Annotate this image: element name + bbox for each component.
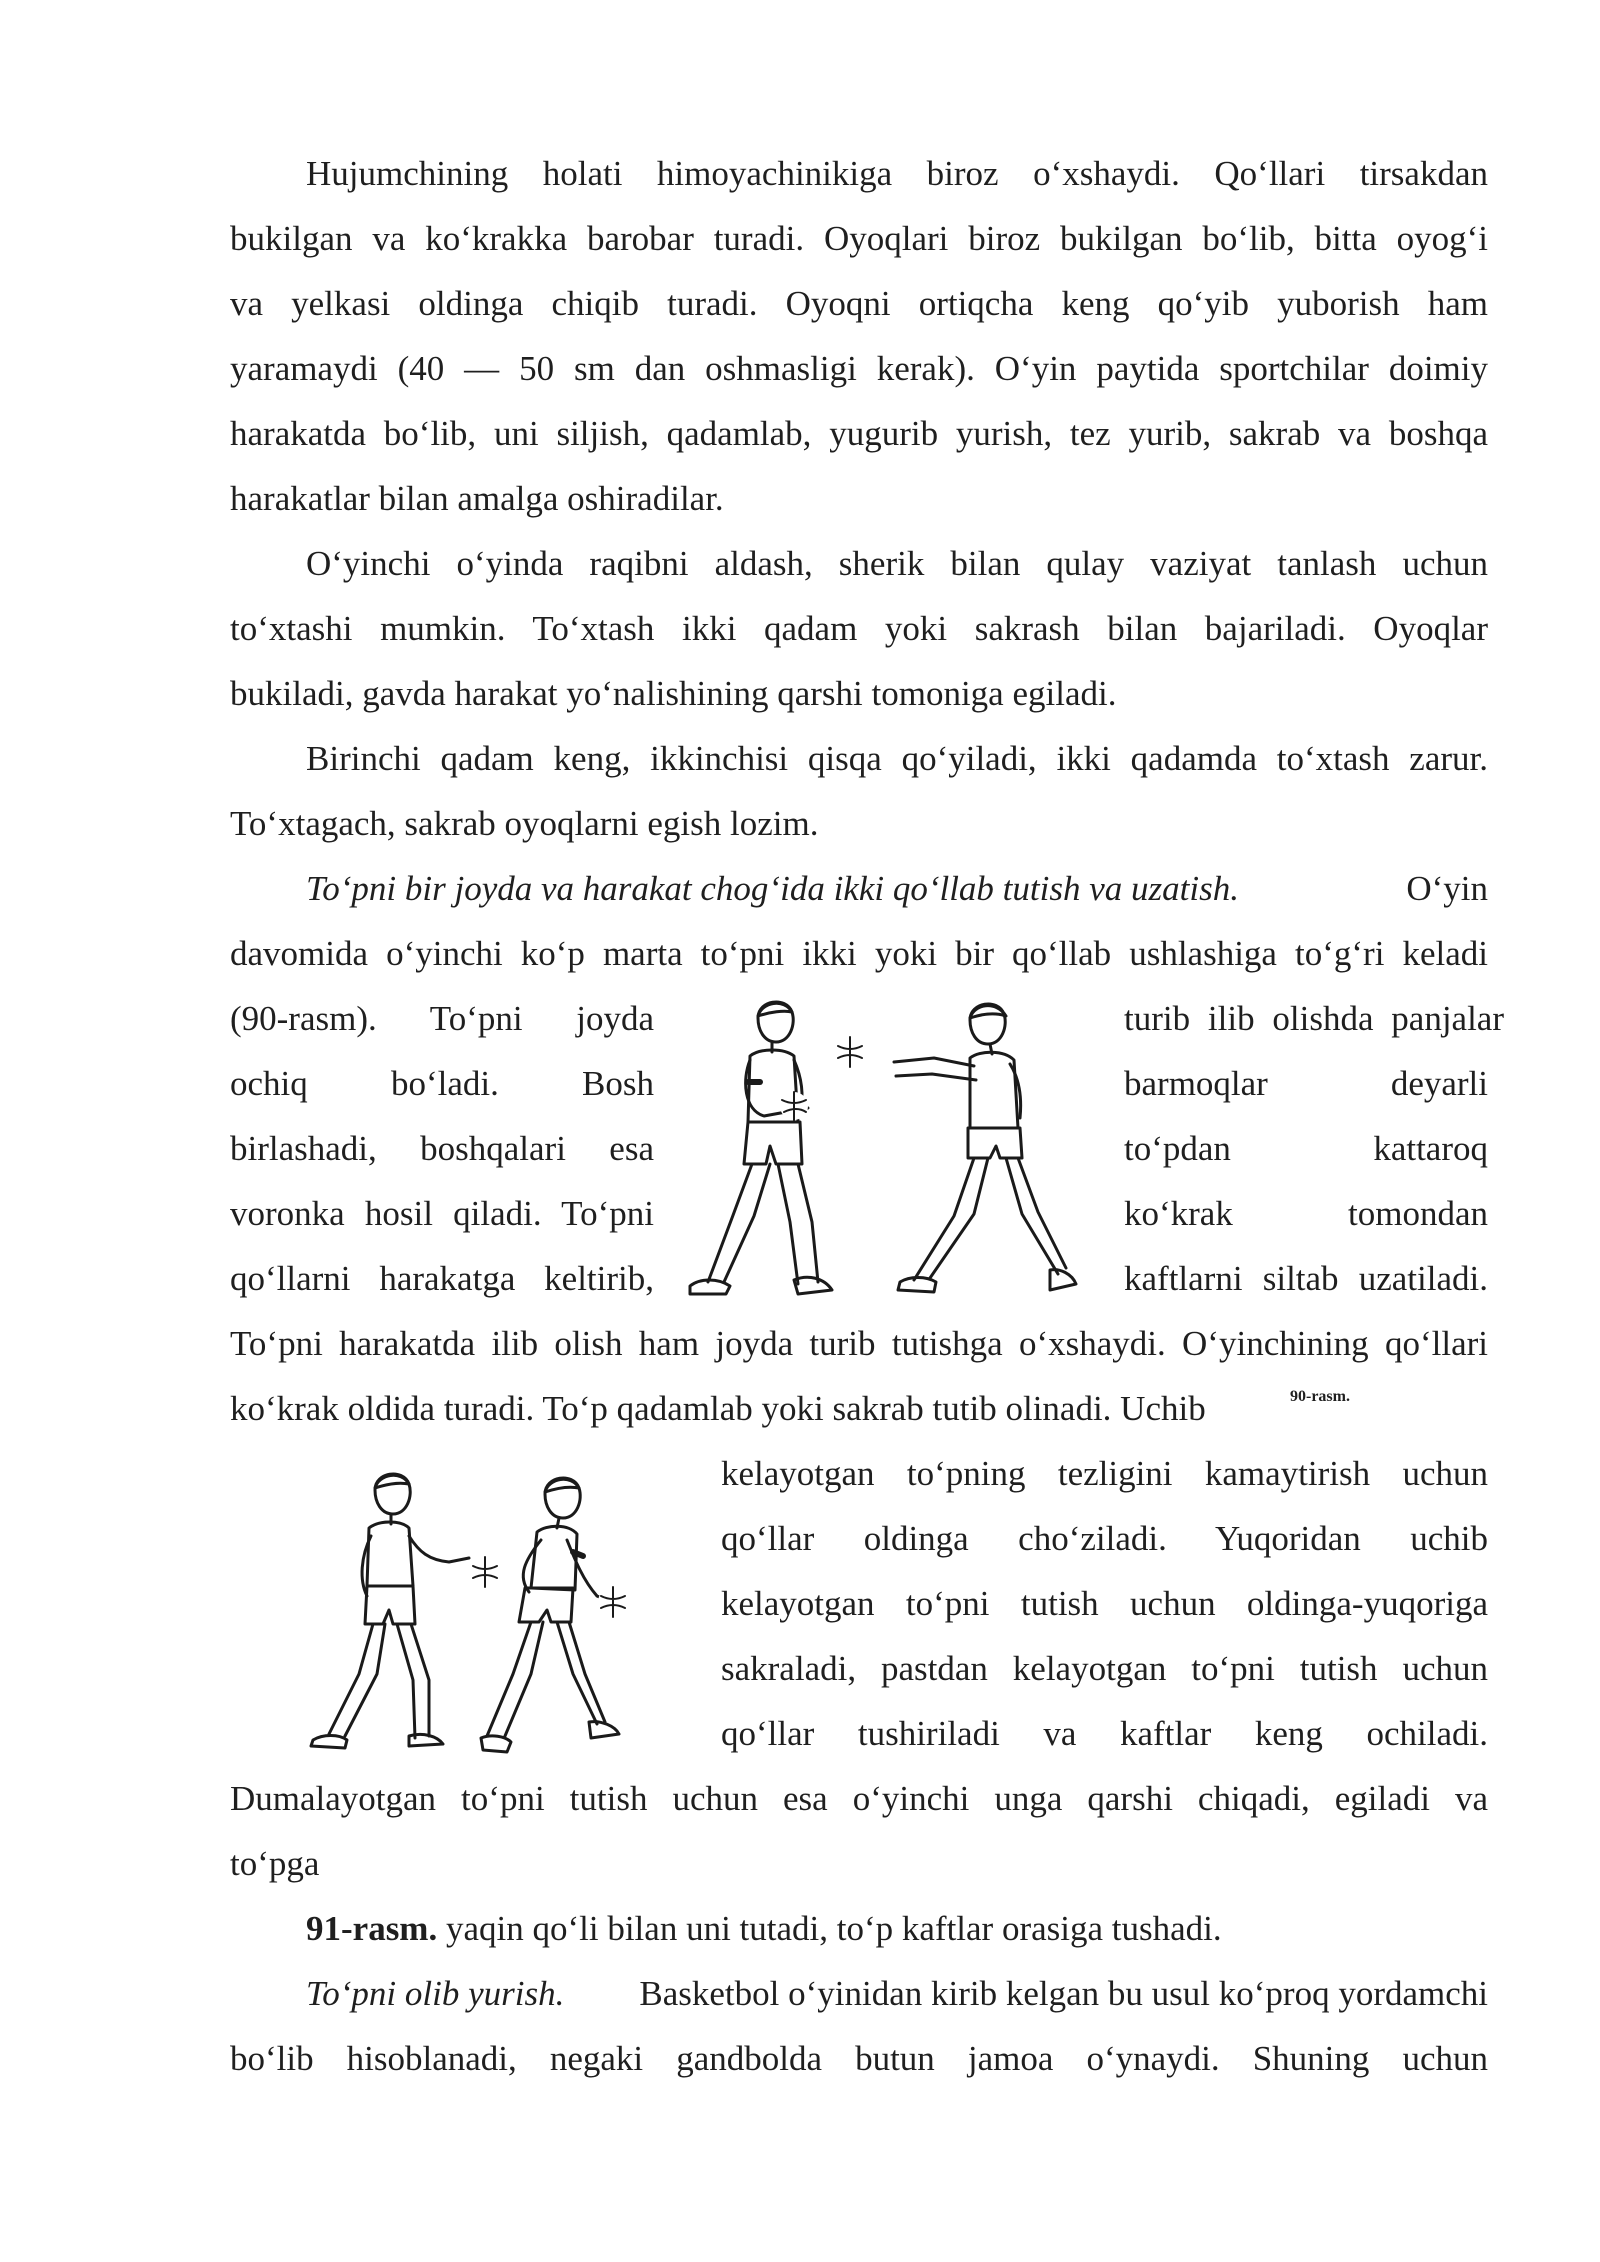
figure-91-label: 91-rasm.: [306, 1909, 438, 1948]
section-heading-italic: To‘pni bir joyda va harakat chog‘ida ikki qo‘llab tutish va uzatish.: [306, 869, 1239, 908]
paragraph-line: harakatlar bilan amalga oshiradilar.: [230, 479, 724, 518]
wrapped-line-right: barmoqlar deyarli: [1124, 1064, 1488, 1103]
paragraph-line: yaramaydi (40 — 50 sm dan oshmasligi kerak). O‘yin paytida sportchilar doimiy: [230, 349, 1488, 388]
paragraph-line: To‘pni harakatda ilib olish ham joyda turib tutishga o‘xshaydi. O‘yinchining qo‘llari: [230, 1324, 1488, 1363]
paragraph-line: davomida o‘yinchi ko‘p marta to‘pni ikki yoki bir qo‘llab ushlashiga to‘g‘ri keladi: [230, 934, 1488, 973]
wrapped-line-right: kelayotgan to‘pni tutish uchun oldinga-yuqoriga: [721, 1584, 1488, 1623]
wrapped-line-right: to‘pdan kattaroq: [1124, 1129, 1488, 1168]
figure-91-illustration: [305, 1460, 705, 1760]
paragraph-line: To‘xtagach, sakrab oyoqlarni egish lozim.: [230, 804, 819, 843]
paragraph-line: Birinchi qadam keng, ikkinchisi qisqa qo‘yiladi, ikki qadamda to‘xtash zarur.: [306, 739, 1488, 778]
paragraph-line: bukiladi, gavda harakat yo‘nalishining qarshi tomoniga egiladi.: [230, 674, 1117, 713]
player-catching-ball-icon: [690, 1002, 832, 1294]
paragraph-line: to‘xtashi mumkin. To‘xtash ikki qadam yoki sakrash bilan bajariladi. Oyoqlar: [230, 609, 1488, 648]
wrapped-line-right: kelayotgan to‘pning tezligini kamaytirish uchun: [721, 1454, 1488, 1493]
wrapped-line-right: turib ilib olishda panjalar: [1124, 999, 1504, 1038]
player-dribbling-ball-icon: [481, 1478, 628, 1752]
paragraph-line: [306, 1972, 1488, 2016]
ball-icon: [835, 1037, 865, 1067]
paragraph-line: to‘pga: [230, 1844, 320, 1883]
paragraph-line: bukilgan va ko‘krakka barobar turadi. Oyoqlari biroz bukilgan bo‘lib, bitta oyog‘i: [230, 219, 1488, 258]
player-passing-ball-icon: [894, 1004, 1076, 1292]
wrapped-line-left: voronka hosil qiladi. To‘pni: [230, 1194, 654, 1233]
paragraph-line: harakatda bo‘lib, uni siljish, qadamlab, yugurib yurish, tez yurib, sakrab va boshqa: [230, 414, 1488, 453]
figure-90-illustration: [670, 990, 1110, 1320]
paragraph-line: Hujumchining holati himoyachinikiga biroz o‘xshaydi. Qo‘llari tirsakdan: [306, 154, 1488, 193]
wrapped-line-left: ochiq bo‘ladi. Bosh: [230, 1064, 654, 1103]
player-dribbling-ball-icon: [311, 1474, 500, 1748]
wrapped-line-right: qo‘llar tushiriladi va kaftlar keng ochiladi.: [721, 1714, 1488, 1753]
wrapped-line-left: qo‘llarni harakatga keltirib,: [230, 1259, 654, 1298]
wrapped-line-left: birlashadi, boshqalari esa: [230, 1129, 654, 1168]
paragraph-line: O‘yinchi o‘yinda raqibni aldash, sherik bilan qulay vaziyat tanlash uchun: [306, 544, 1488, 583]
figure-91-caption-line: [306, 1907, 1222, 1951]
wrapped-line-left: (90-rasm). To‘pni joyda: [230, 999, 654, 1038]
section-heading-italic: To‘pni olib yurish.: [306, 1974, 565, 2013]
paragraph-text: O‘yin: [1406, 869, 1488, 908]
paragraph-line: Dumalayotgan to‘pni tutish uchun esa o‘yinchi unga qarshi chiqadi, egiladi va: [230, 1779, 1488, 1818]
paragraph-text: yaqin qo‘li bilan uni tutadi, to‘p kaftlar orasiga tushadi.: [445, 1909, 1222, 1948]
paragraph-line: ko‘krak oldida turadi. To‘p qadamlab yoki sakrab tutib olinadi. Uchib: [230, 1389, 1206, 1428]
paragraph-line: [306, 867, 1488, 911]
wrapped-line-right: kaftlarni siltab uzatiladi.: [1124, 1259, 1488, 1298]
wrapped-line-right: qo‘llar oldinga cho‘ziladi. Yuqoridan uchib: [721, 1519, 1488, 1558]
figure-90-caption: 90-rasm.: [1290, 1388, 1350, 1405]
wrapped-line-right: ko‘krak tomondan: [1124, 1194, 1488, 1233]
paragraph-line: bo‘lib hisoblanadi, negaki gandbolda butun jamoa o‘ynaydi. Shuning uchun: [230, 2039, 1488, 2078]
paragraph-text: Basketbol o‘yinidan kirib kelgan bu usul ko‘proq yordamchi: [639, 1974, 1488, 2013]
paragraph-line: va yelkasi oldinga chiqib turadi. Oyoqni ortiqcha keng qo‘yib yuborish ham: [230, 284, 1488, 323]
wrapped-line-right: sakraladi, pastdan kelayotgan to‘pni tutish uchun: [721, 1649, 1488, 1688]
